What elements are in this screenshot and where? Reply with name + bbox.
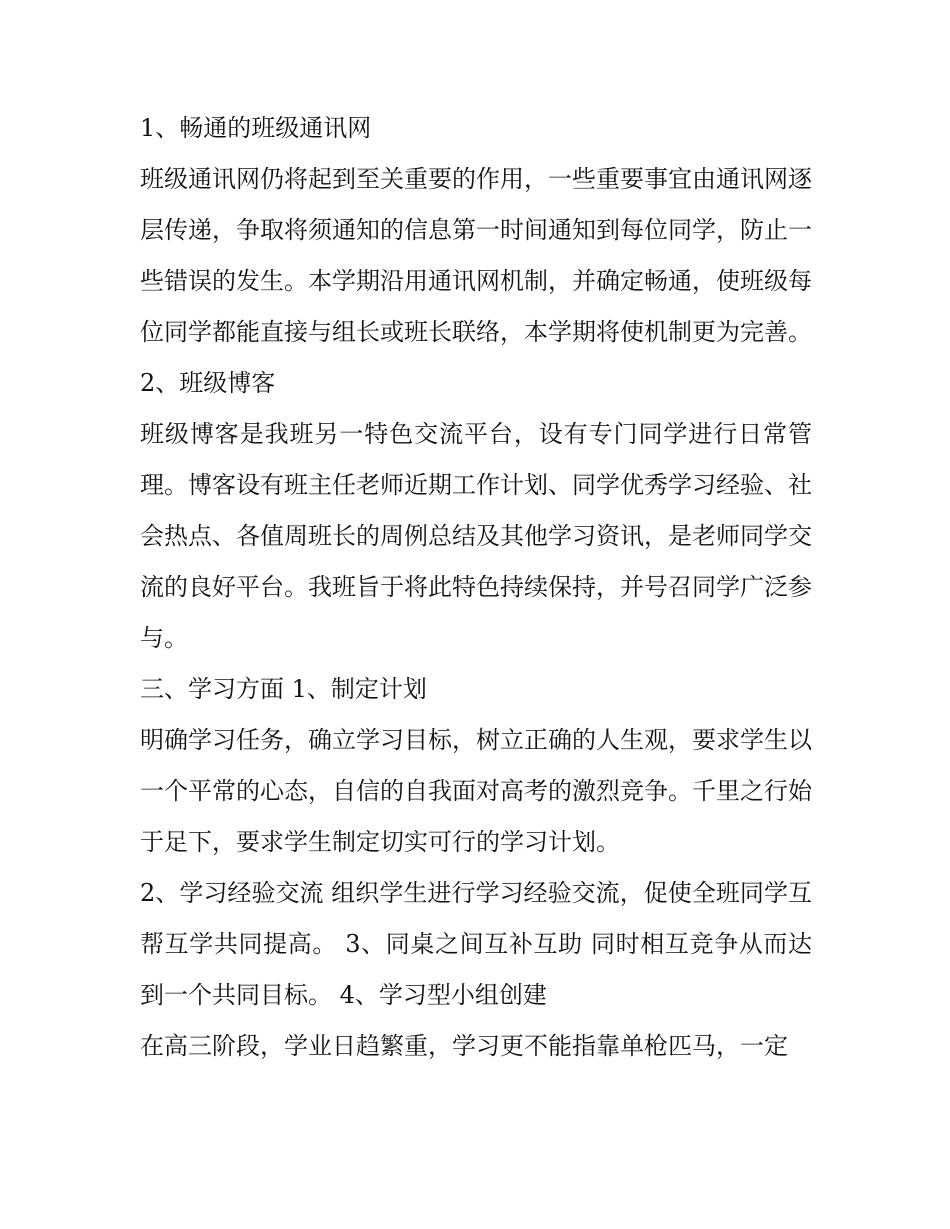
heading-class-network: 1、畅通的班级通讯网 bbox=[140, 114, 372, 142]
paragraph-class-network: 班级通讯网仍将起到至关重要的作用，一些重要事宜由通讯网逐层传递，争取将须通知的信息第一时间通知到每位同学，防止一些错误的发生。本学期沿用通讯网机制，并确定畅通，使班级每位同学都能直接与组长或班长联络，本学期将使机制更为完善。 bbox=[140, 165, 812, 346]
paragraph-study-plan: 明确学习任务，确立学习目标，树立正确的人生观，要求学生以一个平常的心态，自信的自我面对高考的激烈竞争。千里之行始于足下，要求学生制定切实可行的学习计划。 bbox=[140, 726, 812, 856]
paragraph-senior-year: 在高三阶段，学业日趋繁重，学习更不能指靠单枪匹马，一定 bbox=[140, 1032, 788, 1060]
document-body bbox=[140, 103, 812, 1072]
paragraph-class-blog: 班级博客是我班另一特色交流平台，设有专门同学进行日常管理。博客设有班主任老师近期工作计划、同学优秀学习经验、社会热点、各值周班长的周例总结及其他学习资讯，是老师同学交流的良好平台。我班旨于将此特色持续保持，并号召同学广泛参与。 bbox=[140, 420, 812, 652]
heading-class-blog: 2、班级博客 bbox=[140, 369, 276, 397]
heading-study-plan: 三、学习方面 1、制定计划 bbox=[140, 675, 427, 703]
paragraph-study-exchange: 2、学习经验交流 组织学生进行学习经验交流，促使全班同学互帮互学共同提高。 3、同桌之间互补互助 同时相互竞争从而达到一个共同目标。 4、学习型小组创建 bbox=[140, 879, 812, 1009]
